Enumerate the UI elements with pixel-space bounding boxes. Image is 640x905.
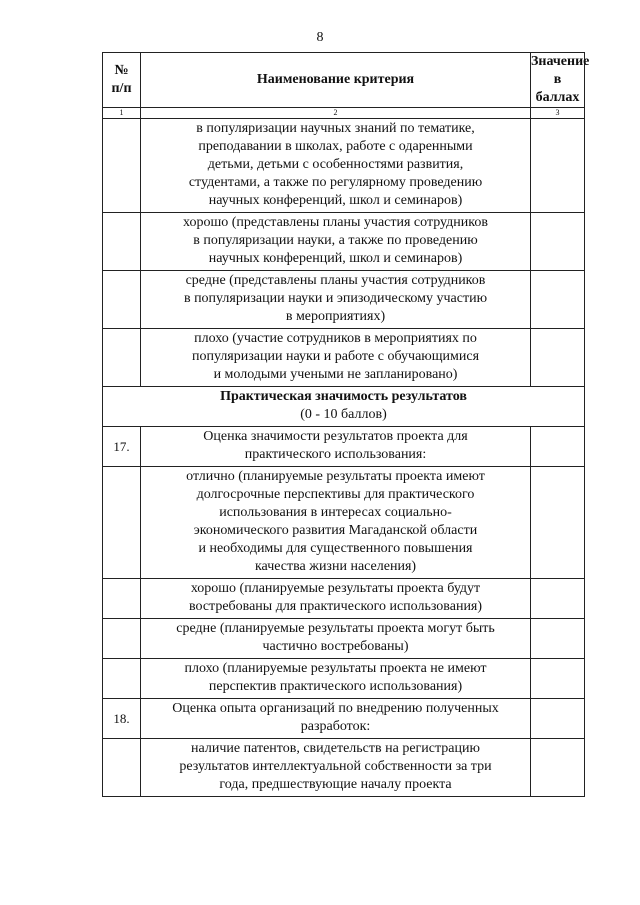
criterion-line: и необходимы для существенного повышения xyxy=(198,541,473,556)
criterion-line: популяризации науки и работе с обучающимися xyxy=(191,349,480,364)
criterion-line: плохо (участие сотрудников в мероприятиях по xyxy=(194,331,477,346)
table-row xyxy=(103,271,585,329)
column-number: 1 xyxy=(103,108,141,119)
section-header-row xyxy=(103,387,585,427)
table-row xyxy=(103,619,585,659)
row-number xyxy=(103,579,141,619)
row-number xyxy=(103,659,141,699)
criterion-text xyxy=(141,271,531,329)
table-header-row xyxy=(103,53,585,108)
header-value: Значение в баллах xyxy=(531,53,585,108)
criterion-text xyxy=(141,329,531,387)
column-number: 2 xyxy=(141,108,531,119)
row-number xyxy=(103,329,141,387)
criterion-text xyxy=(141,619,531,659)
table-row xyxy=(103,329,585,387)
row-number xyxy=(103,119,141,213)
score-cell xyxy=(531,619,585,659)
row-number xyxy=(103,619,141,659)
column-numbers-row xyxy=(103,108,585,119)
criterion-line: студентами, а также по регулярному проведению xyxy=(188,175,483,190)
score-cell xyxy=(531,329,585,387)
table-row xyxy=(103,427,585,467)
criterion-line: в популяризации науки и эпизодическому участию xyxy=(183,291,488,306)
criterion-line: средне (планируемые результаты проекта могут быть xyxy=(176,621,495,636)
table-row xyxy=(103,699,585,739)
criterion-text xyxy=(141,467,531,579)
score-cell xyxy=(531,271,585,329)
criterion-line: качества жизни населения) xyxy=(254,559,417,574)
score-cell xyxy=(531,467,585,579)
table-row xyxy=(103,659,585,699)
table-row xyxy=(103,739,585,797)
criterion-text xyxy=(141,699,531,739)
section-subtitle: (0 - 10 баллов) xyxy=(300,407,387,422)
header-criterion-name: Наименование критерия xyxy=(141,53,531,108)
criterion-line: отлично (планируемые результаты проекта имеют xyxy=(186,469,485,484)
table-body-bottom xyxy=(103,427,585,797)
page-number: 8 xyxy=(316,30,324,45)
criterion-line: перспектив практического использования) xyxy=(208,679,463,694)
header-number: № п/п xyxy=(103,53,141,108)
criterion-text xyxy=(141,427,531,467)
criterion-line: результатов интеллектуальной собственности за три xyxy=(179,759,492,774)
score-cell xyxy=(531,579,585,619)
criterion-line: частично востребованы) xyxy=(262,639,409,654)
criterion-line: Оценка опыта организаций по внедрению полученных xyxy=(172,701,499,716)
section-header xyxy=(103,387,585,427)
criterion-line: плохо (планируемые результаты проекта не имеют xyxy=(184,661,487,676)
criterion-text xyxy=(141,659,531,699)
section-row-group xyxy=(103,387,585,427)
row-number xyxy=(103,271,141,329)
criterion-line: долгосрочные перспективы для практического xyxy=(196,487,475,502)
table-row xyxy=(103,119,585,213)
row-number: 18. xyxy=(103,699,141,739)
criterion-line: хорошо (планируемые результаты проекта будут xyxy=(190,581,481,596)
criterion-line: и молодыми учеными не запланировано) xyxy=(213,367,458,382)
criterion-line: использования в интересах социально- xyxy=(219,505,452,520)
criterion-line: хорошо (представлены планы участия сотрудников xyxy=(183,215,488,230)
criterion-line: наличие патентов, свидетельств на регистрацию xyxy=(191,741,480,756)
criterion-line: востребованы для практического использования) xyxy=(188,599,483,614)
table-body-top xyxy=(103,119,585,387)
row-number xyxy=(103,467,141,579)
score-cell xyxy=(531,699,585,739)
section-title: Практическая значимость результатов xyxy=(220,389,467,404)
row-number: 17. xyxy=(103,427,141,467)
criterion-line: в популяризации научных знаний по тематике, xyxy=(196,121,475,136)
score-cell xyxy=(531,739,585,797)
criterion-line: научных конференций, школ и семинаров) xyxy=(208,193,463,208)
score-cell xyxy=(531,213,585,271)
criterion-text xyxy=(141,739,531,797)
row-number xyxy=(103,739,141,797)
score-cell xyxy=(531,659,585,699)
criterion-text xyxy=(141,119,531,213)
criterion-line: разработок: xyxy=(300,719,371,734)
criteria-table xyxy=(102,52,590,797)
table-row xyxy=(103,213,585,271)
column-number: 3 xyxy=(531,108,585,119)
criteria-table-container xyxy=(102,52,590,797)
criterion-text xyxy=(141,579,531,619)
score-cell xyxy=(531,119,585,213)
table-row xyxy=(103,467,585,579)
criterion-line: преподавании в школах, работе с одаренными xyxy=(198,139,473,154)
criterion-line: года, предшествующие началу проекта xyxy=(219,777,452,792)
criterion-line: практического использования: xyxy=(244,447,427,462)
table-row xyxy=(103,579,585,619)
criterion-line: научных конференций, школ и семинаров) xyxy=(208,251,463,266)
criterion-line: экономического развития Магаданской области xyxy=(193,523,478,538)
row-number xyxy=(103,213,141,271)
criterion-line: Оценка значимости результатов проекта для xyxy=(203,429,468,444)
criterion-text xyxy=(141,213,531,271)
criterion-line: в мероприятиях) xyxy=(285,309,386,324)
criterion-line: детьми, детьми с особенностями развития, xyxy=(207,157,464,172)
criterion-line: в популяризации науки, а также по проведению xyxy=(193,233,478,248)
criterion-line: средне (представлены планы участия сотрудников xyxy=(185,273,486,288)
score-cell xyxy=(531,427,585,467)
